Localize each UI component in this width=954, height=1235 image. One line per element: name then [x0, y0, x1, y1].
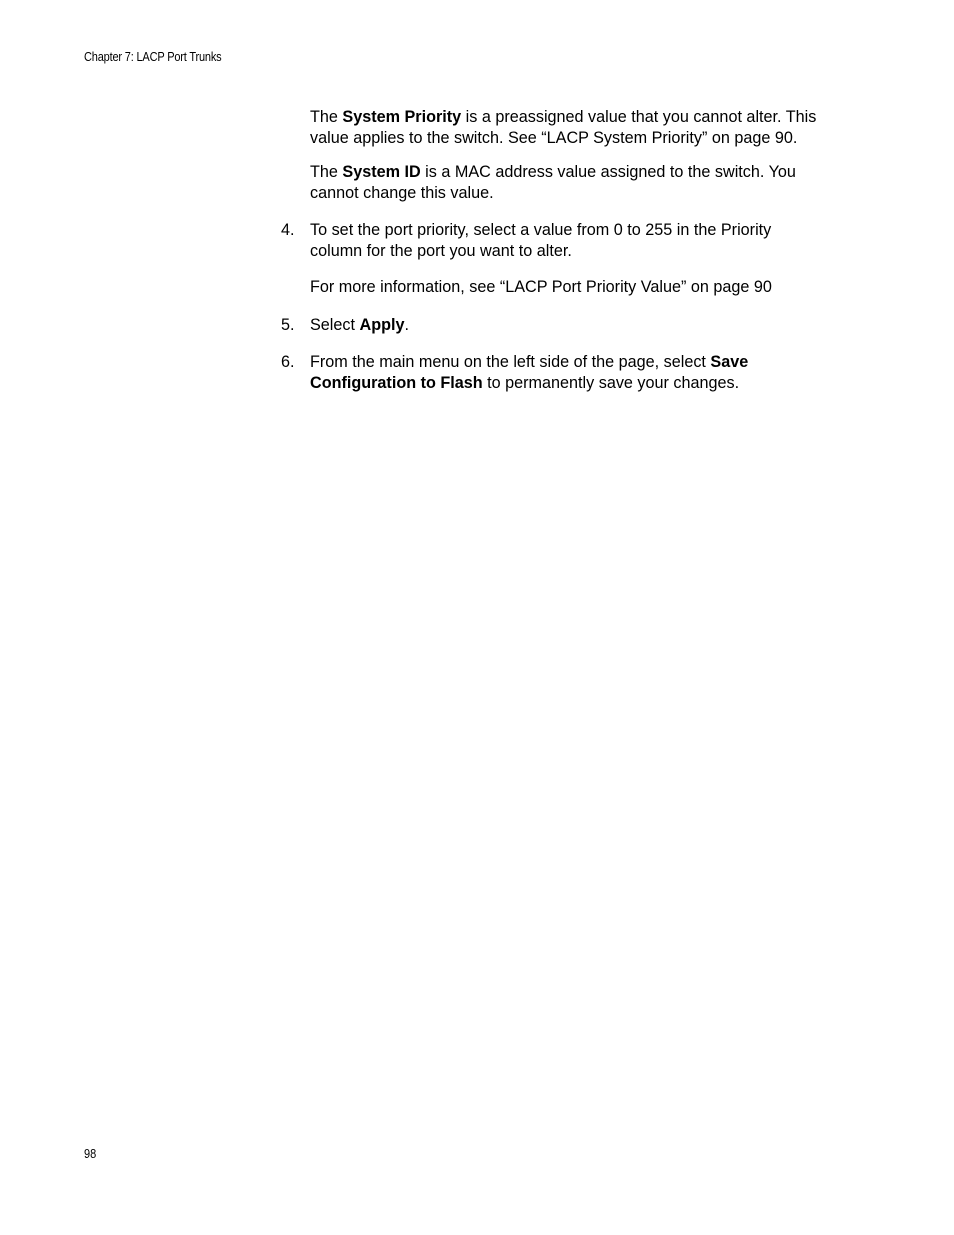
text: cannot change this value.	[310, 183, 494, 202]
text: To set the port priority, select a value from 0 to 255 in the Priority	[310, 221, 772, 239]
running-header: Chapter 7: LACP Port Trunks	[84, 50, 222, 64]
text: .	[404, 316, 409, 334]
term-save: Save	[710, 353, 749, 371]
term-apply: Apply	[359, 316, 405, 334]
term-configuration-to-flash: Configuration to Flash	[310, 373, 483, 392]
page-number: 98	[84, 1147, 97, 1161]
text: is a preassigned value that you cannot alter. This	[461, 108, 817, 126]
text: For more information, see “LACP Port Priority Value” on page 90	[310, 278, 772, 296]
system-priority-paragraph	[310, 107, 850, 148]
step-number-5: 5.	[281, 316, 295, 334]
system-id-paragraph	[310, 162, 850, 203]
term-system-priority: System Priority	[342, 108, 462, 126]
text: is a MAC address value assigned to the switch. You	[420, 163, 796, 181]
step-6-text	[310, 352, 850, 393]
text: to permanently save your changes.	[482, 373, 740, 392]
step-5-text	[310, 315, 850, 336]
text: value applies to the switch. See “LACP System Priority” on page 90.	[310, 128, 798, 147]
term-system-id: System ID	[342, 163, 421, 181]
text: Select	[310, 316, 360, 334]
text: column for the port you want to alter.	[310, 241, 572, 260]
step-4-note	[310, 277, 850, 298]
text: The	[310, 163, 343, 181]
step-number-6: 6.	[281, 353, 295, 371]
step-4-text	[310, 220, 850, 261]
text: The	[310, 108, 343, 126]
text: From the main menu on the left side of the page, select	[310, 353, 711, 371]
step-number-4: 4.	[281, 221, 295, 239]
